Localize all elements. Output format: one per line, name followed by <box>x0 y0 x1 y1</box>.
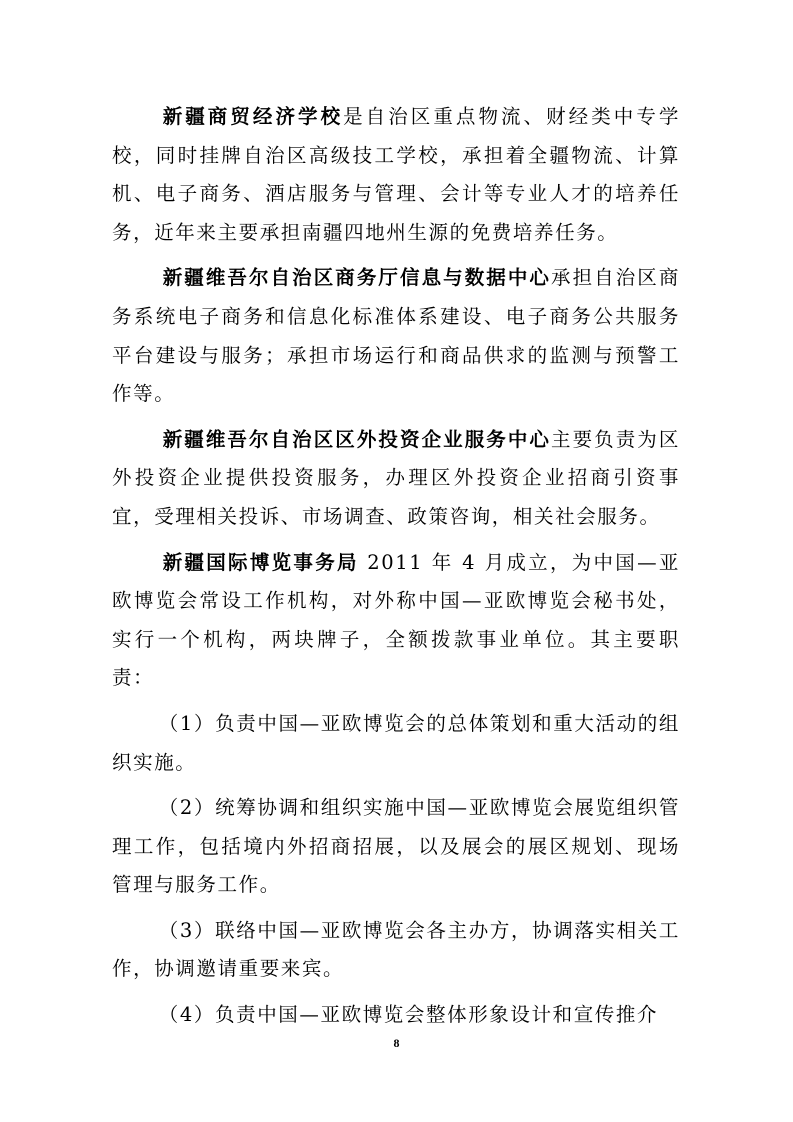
paragraph-info-data-center <box>112 259 680 413</box>
org-name-expo-bureau: 新疆国际博览事务局 <box>162 550 359 574</box>
duty-item-4: （4）负责中国—亚欧博览会整体形象设计和宣传推介 <box>158 1003 659 1027</box>
duty-item-3: （3）联络中国—亚欧博览会各主办方，协调落实相关工作，协调邀请重要来宾。 <box>112 918 680 981</box>
paragraph-text: 是自治区重点物流、财经类中专学校，同时挂牌自治区高级技工学校，承担着全疆物流、计算机、电子商务、酒店服务与管理、会计等专业人才的培养任务，近年来主要承担南疆四地州生源的免费培养任务。 <box>112 105 680 244</box>
org-name-info-data-center: 新疆维吾尔自治区商务厅信息与数据中心 <box>162 266 552 290</box>
org-name-business-school: 新疆商贸经济学校 <box>162 105 344 128</box>
duty-item-2: （2）统筹协调和组织实施中国—亚欧博览会展览组织管理工作，包括境内外招商招展，以及展会的展区规划、现场管理与服务工作。 <box>112 796 680 897</box>
paragraph-investment-service-center <box>112 421 680 537</box>
paragraph-text: 2011 年 4 月成立，为中国—亚欧博览会常设工作机构，对外称中国—亚欧博览会秘书处，实行一个机构，两块牌子，全额拨款事业单位。其主要职责： <box>112 550 680 690</box>
paragraph-text: 主要负责为区外投资企业提供投资服务，办理区外投资企业招商引资事宜，受理相关投诉、市场调查、政策咨询，相关社会服务。 <box>112 427 680 528</box>
paragraph-text: 承担自治区商务系统电子商务和信息化标准体系建设、电子商务公共服务平台建设与服务；承担市场运行和商品供求的监测与预警工作等。 <box>112 266 680 406</box>
org-name-investment-service-center: 新疆维吾尔自治区区外投资企业服务中心 <box>162 427 552 451</box>
document-body <box>112 98 680 1042</box>
page-number: 8 <box>393 1036 400 1050</box>
duty-item-1: （1）负责中国—亚欧博览会的总体策划和重大活动的组织实施。 <box>112 711 680 774</box>
paragraph-expo-bureau <box>112 544 680 698</box>
paragraph-business-school <box>112 98 680 252</box>
